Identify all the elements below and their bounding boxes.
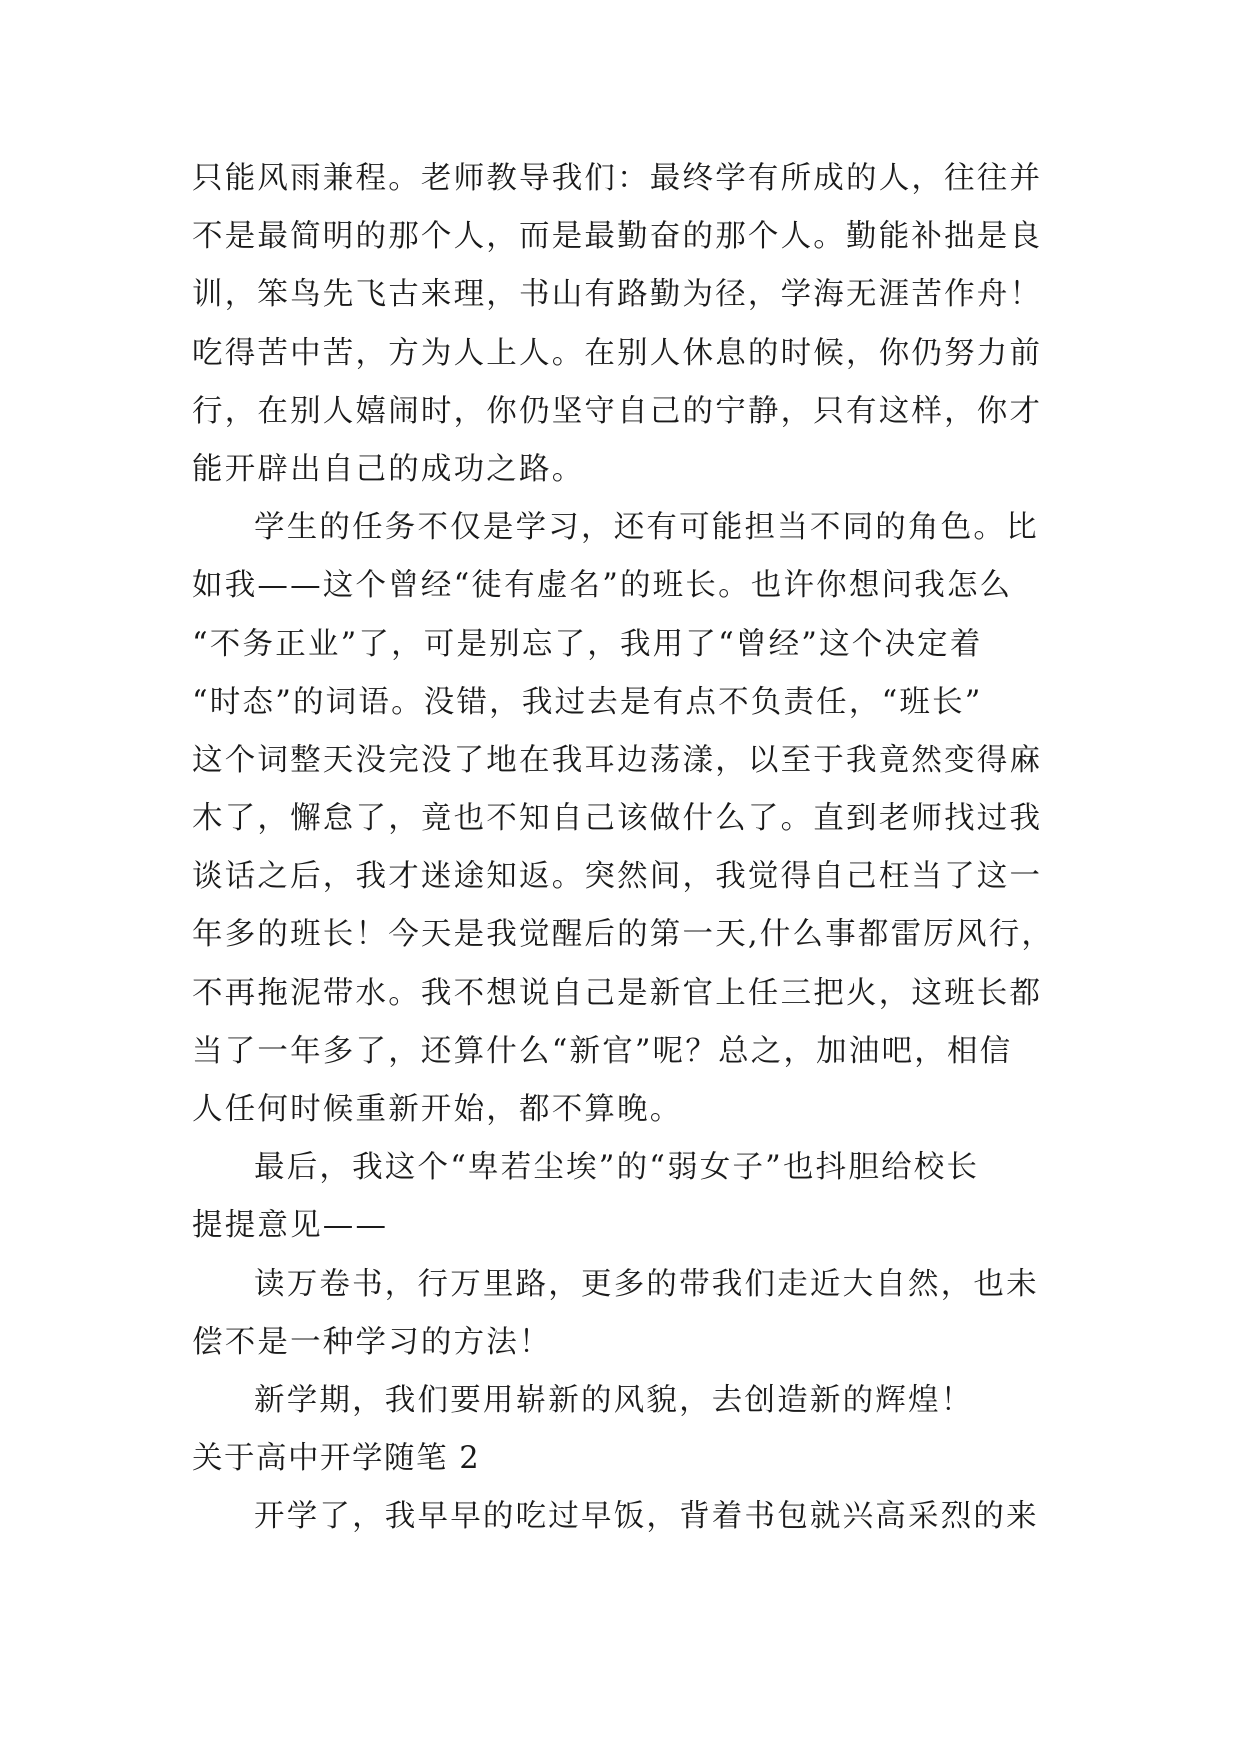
text-line: 当了一年多了，还算什么“新官”呢？总之，加油吧，相信 (192, 1033, 1013, 1069)
text-line: 年多的班长！今天是我觉醒后的第一天,什么事都雷厉风行， (192, 917, 1055, 953)
text-line: 行，在别人嬉闹时，你仍坚守自己的宁静，只有这样，你才 (192, 393, 1043, 429)
document-body (192, 150, 1055, 1547)
text-line: 谈话之后，我才迷途知返。突然间，我觉得自己枉当了这一 (192, 859, 1043, 895)
text-line: 这个词整天没完没了地在我耳边荡漾，以至于我竟然变得麻 (192, 742, 1043, 778)
text-line: 木了，懈怠了，竟也不知自己该做什么了。直到老师找过我 (192, 801, 1043, 837)
text-line: 读万卷书，行万里路，更多的带我们走近大自然，也未 (254, 1266, 1039, 1302)
text-line: 学生的任务不仅是学习，还有可能担当不同的角色。比 (254, 510, 1039, 546)
text-line: 训，笨鸟先飞古来理，书山有路勤为径，学海无涯苦作舟！ (192, 277, 1043, 313)
section-heading: 关于高中开学随笔 2 (192, 1441, 481, 1477)
text-line: 如我——这个曾经“徒有虚名”的班长。也许你想问我怎么 (192, 568, 1013, 604)
text-line: 人任何时候重新开始，都不算晚。 (192, 1092, 683, 1127)
text-line: 吃得苦中苦，方为人上人。在别人休息的时候，你仍努力前 (192, 335, 1043, 371)
text-line: 提提意见—— (192, 1208, 389, 1244)
text-line: 新学期，我们要用崭新的风貌，去创造新的辉煌！ (254, 1382, 974, 1418)
text-line: “不务正业”了，可是别忘了，我用了“曾经”这个决定着 (192, 626, 983, 662)
text-line: 偿不是一种学习的方法！ (192, 1324, 552, 1360)
text-line: “时态”的词语。没错，我过去是有点不负责任，“班长” (192, 684, 983, 720)
text-line: 开学了，我早早的吃过早饭，背着书包就兴高采烈的来 (254, 1499, 1039, 1535)
text-line: 只能风雨兼程。老师教导我们：最终学有所成的人，往往并 (192, 161, 1043, 196)
text-line: 最后，我这个“卑若尘埃”的“弱女子”也抖胆给校长 (254, 1150, 980, 1186)
text-line: 能开辟出自己的成功之路。 (192, 451, 585, 487)
text-line: 不再拖泥带水。我不想说自己是新官上任三把火，这班长都 (192, 975, 1043, 1011)
text-line: 不是最简明的那个人，而是最勤奋的那个人。勤能补拙是良 (192, 219, 1043, 255)
